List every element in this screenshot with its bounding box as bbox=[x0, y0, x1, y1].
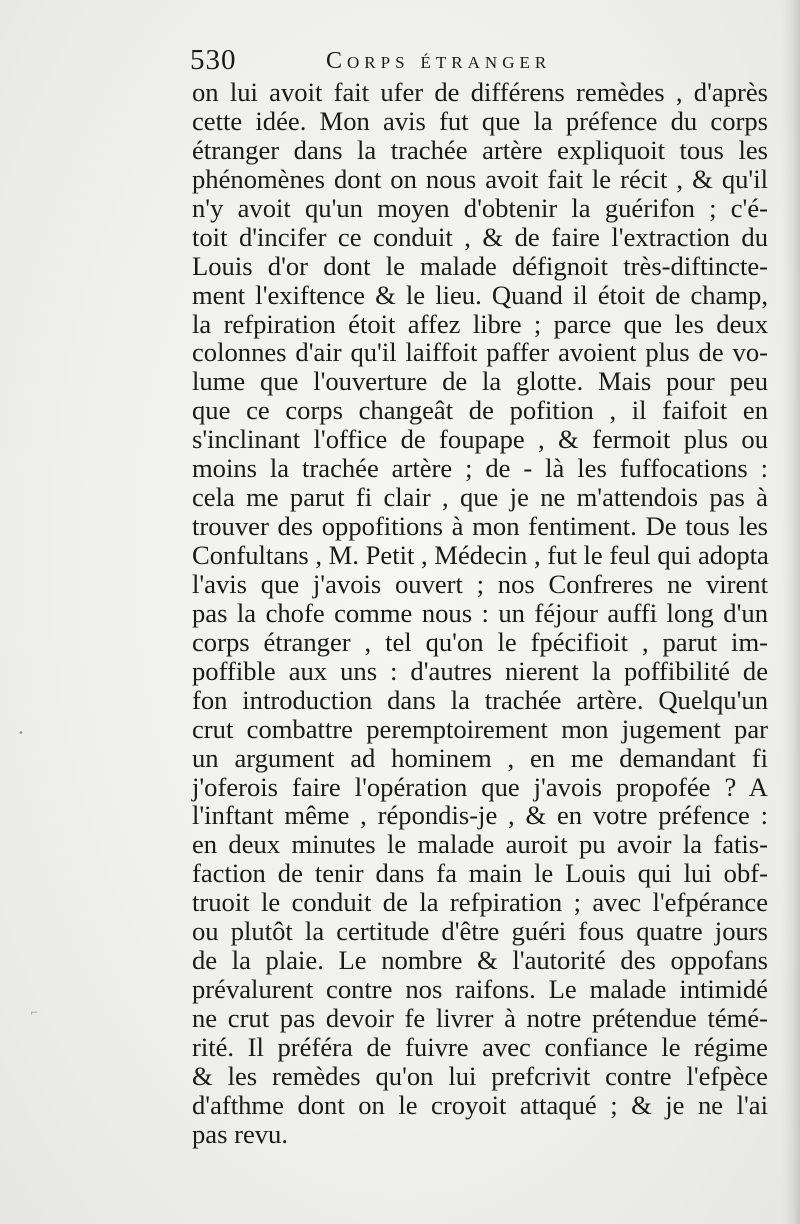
text-line: en deux minutes le malade auroit pu avoir la fatis- bbox=[192, 829, 768, 860]
text-line: fon introduction dans la trachée artère. Quelqu'un bbox=[192, 684, 768, 715]
page-edge-shadow bbox=[782, 0, 800, 1224]
text-line: j'oferois faire l'opération que j'avois propofée ? A bbox=[192, 771, 768, 802]
text-line: crut combattre peremptoirement mon jugement par bbox=[192, 713, 768, 744]
text-line: l'inftant même , répondis-je , & en votre préfence : bbox=[192, 800, 768, 831]
text-line: s'inclinant l'office de foupape , & fermoit plus ou bbox=[192, 424, 768, 455]
text-line: corps étranger , tel qu'on le fpécifioit , parut im- bbox=[192, 626, 768, 657]
text-line: d'afthme dont on le croyoit attaqué ; & je ne l'ai bbox=[192, 1089, 768, 1120]
text-line: que ce corps changeât de pofition , il faifoit en bbox=[192, 395, 768, 426]
text-line: trouver des oppofitions à mon fentiment. De tous les bbox=[192, 511, 768, 542]
text-line: Confultans , M. Petit , Médecin , fut le feul qui adopta bbox=[192, 540, 769, 570]
body-text bbox=[192, 78, 768, 1149]
text-line: Louis d'or dont le malade défignoit très-diftincte- bbox=[192, 250, 768, 281]
text-line: phénomènes dont on nous avoit fait le récit , & qu'il bbox=[192, 163, 768, 194]
text-line: toit d'incifer ce conduit , & de faire l'extraction du bbox=[192, 221, 768, 252]
running-title: Corps étranger bbox=[326, 48, 552, 74]
text-line: étranger dans la trachée artère expliquoit tous les bbox=[192, 134, 768, 165]
margin-speck: ⌐ bbox=[30, 1008, 39, 1019]
text-line: n'y avoit qu'un moyen d'obtenir la guérifon ; c'é- bbox=[192, 192, 768, 223]
page-header bbox=[190, 42, 770, 82]
text-line: faction de tenir dans fa main le Louis qui lui obf- bbox=[192, 858, 768, 889]
text-line: & les remèdes qu'on lui prefcrivit contre l'efpèce bbox=[192, 1060, 768, 1091]
page-number: 530 bbox=[190, 44, 237, 76]
text-line: prévalurent contre nos raifons. Le malade intimidé bbox=[192, 974, 768, 1005]
text-line: moins la trachée artère ; de - là les fuffocations : bbox=[192, 453, 768, 484]
text-line: cette idée. Mon avis fut que la préfence du corps bbox=[192, 105, 768, 136]
text-line: ou plutôt la certitude d'être guéri fous quatre jours bbox=[192, 916, 768, 947]
text-line: un argument ad hominem , en me demandant fi bbox=[192, 742, 768, 773]
text-line: lume que l'ouverture de la glotte. Mais pour peu bbox=[192, 366, 768, 397]
text-line: poffible aux uns : d'autres nierent la poffibilité de bbox=[192, 655, 768, 686]
text-line: ment l'exiftence & le lieu. Quand il étoit de champ, bbox=[192, 279, 768, 310]
text-line: colonnes d'air qu'il laiffoit paffer avoient plus de vo- bbox=[192, 337, 768, 368]
text-line: rité. Il préféra de fuivre avec confiance le régime bbox=[192, 1031, 768, 1062]
text-line-last: pas revu. bbox=[192, 1118, 288, 1149]
text-line: ne crut pas devoir fe livrer à notre prétendue témé- bbox=[192, 1003, 768, 1033]
margin-speck: • bbox=[18, 728, 24, 739]
text-line: la refpiration étoit affez libre ; parce que les deux bbox=[192, 308, 768, 339]
text-line: truoit le conduit de la refpiration ; avec l'efpérance bbox=[192, 887, 768, 918]
text-line: pas la chofe comme nous : un féjour auffi long d'un bbox=[192, 597, 768, 628]
text-line: de la plaie. Le nombre & l'autorité des oppofans bbox=[192, 945, 768, 976]
text-line: cela me parut fi clair , que je ne m'attendois pas à bbox=[192, 482, 768, 513]
text-line: l'avis que j'avois ouvert ; nos Confreres ne virent bbox=[192, 568, 768, 599]
text-line: on lui avoit fait ufer de différens remèdes , d'après bbox=[192, 77, 768, 107]
